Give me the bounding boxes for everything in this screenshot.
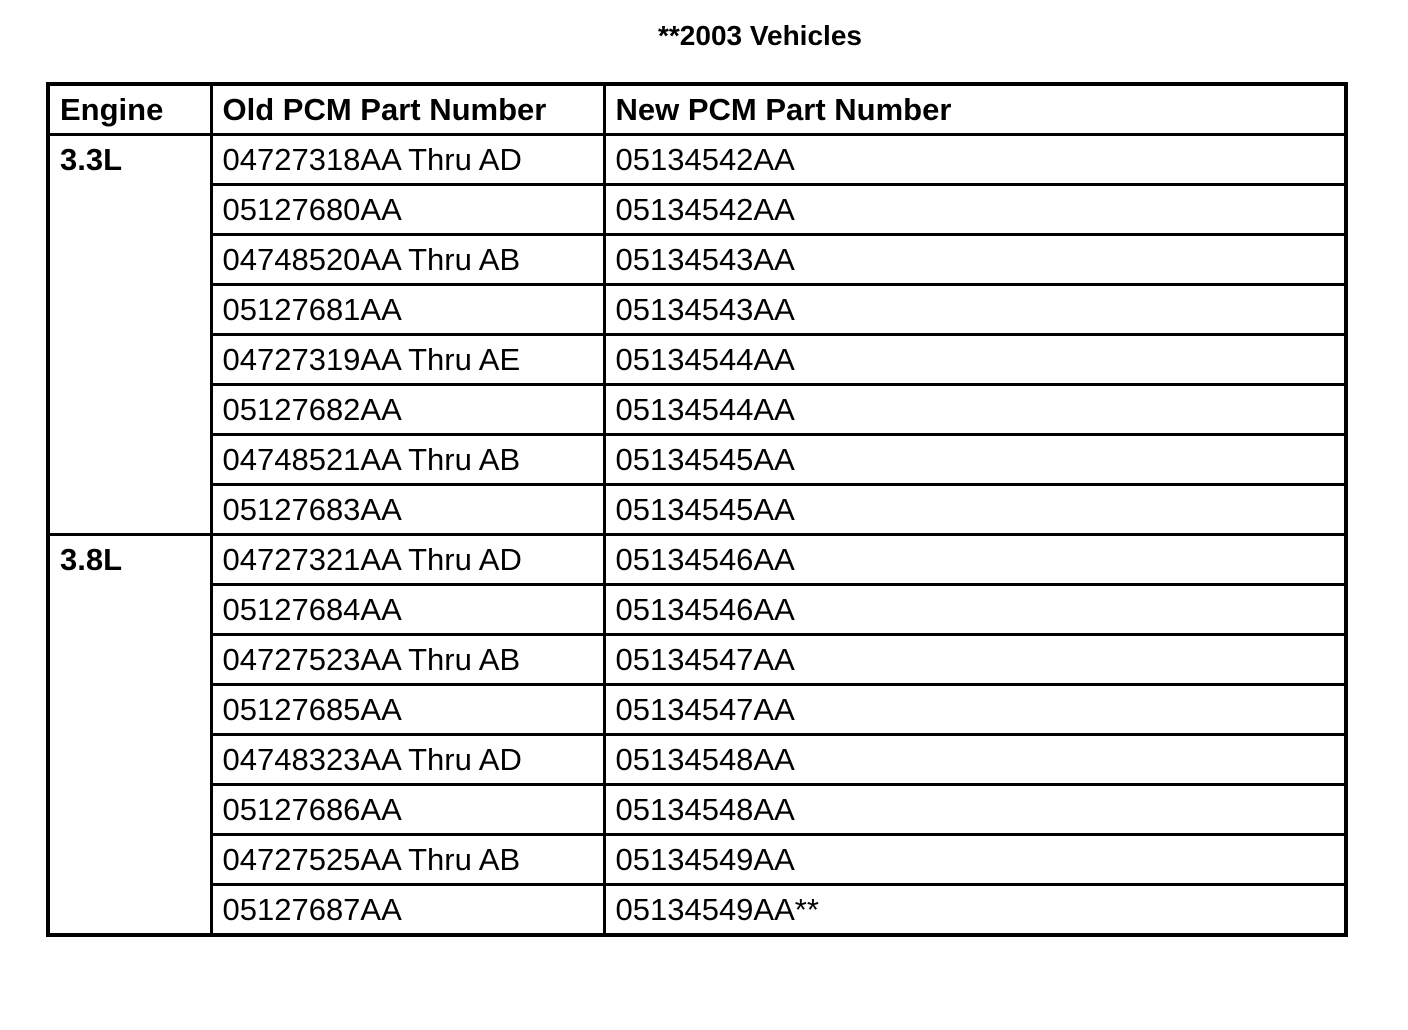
- new-part-number-cell: 05134545AA: [604, 435, 1346, 485]
- table-row: [48, 535, 1346, 585]
- old-part-number-cell: 05127683AA: [211, 485, 604, 535]
- engine-cell: 3.8L: [48, 535, 211, 936]
- table-row: [48, 735, 1346, 785]
- table-row: [48, 185, 1346, 235]
- new-part-number-cell: 05134542AA: [604, 135, 1346, 185]
- old-part-number-cell: 04727523AA Thru AB: [211, 635, 604, 685]
- table-row: [48, 285, 1346, 335]
- old-part-number-cell: 04727525AA Thru AB: [211, 835, 604, 885]
- old-part-number-cell: 05127680AA: [211, 185, 604, 235]
- new-part-number-cell: 05134545AA: [604, 485, 1346, 535]
- new-part-number-cell: 05134549AA: [604, 835, 1346, 885]
- table-row: [48, 435, 1346, 485]
- new-part-number-cell: 05134548AA: [604, 785, 1346, 835]
- table-row: [48, 635, 1346, 685]
- old-part-number-cell: 05127681AA: [211, 285, 604, 335]
- new-part-number-cell: 05134543AA: [604, 285, 1346, 335]
- table-row: [48, 335, 1346, 385]
- old-part-number-cell: 05127686AA: [211, 785, 604, 835]
- old-part-number-cell: 04748520AA Thru AB: [211, 235, 604, 285]
- table-row: [48, 385, 1346, 435]
- table-row: [48, 235, 1346, 285]
- table-row: [48, 685, 1346, 735]
- table-header-row: [48, 84, 1346, 135]
- new-part-number-cell: 05134546AA: [604, 535, 1346, 585]
- old-part-number-cell: 04727318AA Thru AD: [211, 135, 604, 185]
- table-row: [48, 785, 1346, 835]
- new-part-number-cell: 05134549AA**: [604, 885, 1346, 936]
- old-part-number-cell: 05127685AA: [211, 685, 604, 735]
- old-pcm-column-header: Old PCM Part Number: [211, 84, 604, 135]
- old-part-number-cell: 05127682AA: [211, 385, 604, 435]
- new-part-number-cell: 05134544AA: [604, 335, 1346, 385]
- old-part-number-cell: 05127687AA: [211, 885, 604, 936]
- old-part-number-cell: 04748323AA Thru AD: [211, 735, 604, 785]
- table-row: [48, 485, 1346, 535]
- new-part-number-cell: 05134544AA: [604, 385, 1346, 435]
- table-row: [48, 885, 1346, 936]
- engine-cell: 3.3L: [48, 135, 211, 535]
- new-pcm-column-header: New PCM Part Number: [604, 84, 1346, 135]
- old-part-number-cell: 05127684AA: [211, 585, 604, 635]
- old-part-number-cell: 04727321AA Thru AD: [211, 535, 604, 585]
- pcm-part-number-table: [46, 82, 1348, 937]
- old-part-number-cell: 04748521AA Thru AB: [211, 435, 604, 485]
- table-row: [48, 135, 1346, 185]
- new-part-number-cell: 05134547AA: [604, 685, 1346, 735]
- new-part-number-cell: 05134548AA: [604, 735, 1346, 785]
- new-part-number-cell: 05134547AA: [604, 635, 1346, 685]
- old-part-number-cell: 04727319AA Thru AE: [211, 335, 604, 385]
- engine-column-header: Engine: [48, 84, 211, 135]
- new-part-number-cell: 05134542AA: [604, 185, 1346, 235]
- new-part-number-cell: 05134546AA: [604, 585, 1346, 635]
- table-row: [48, 835, 1346, 885]
- new-part-number-cell: 05134543AA: [604, 235, 1346, 285]
- table-row: [48, 585, 1346, 635]
- page-title: **2003 Vehicles: [658, 20, 862, 51]
